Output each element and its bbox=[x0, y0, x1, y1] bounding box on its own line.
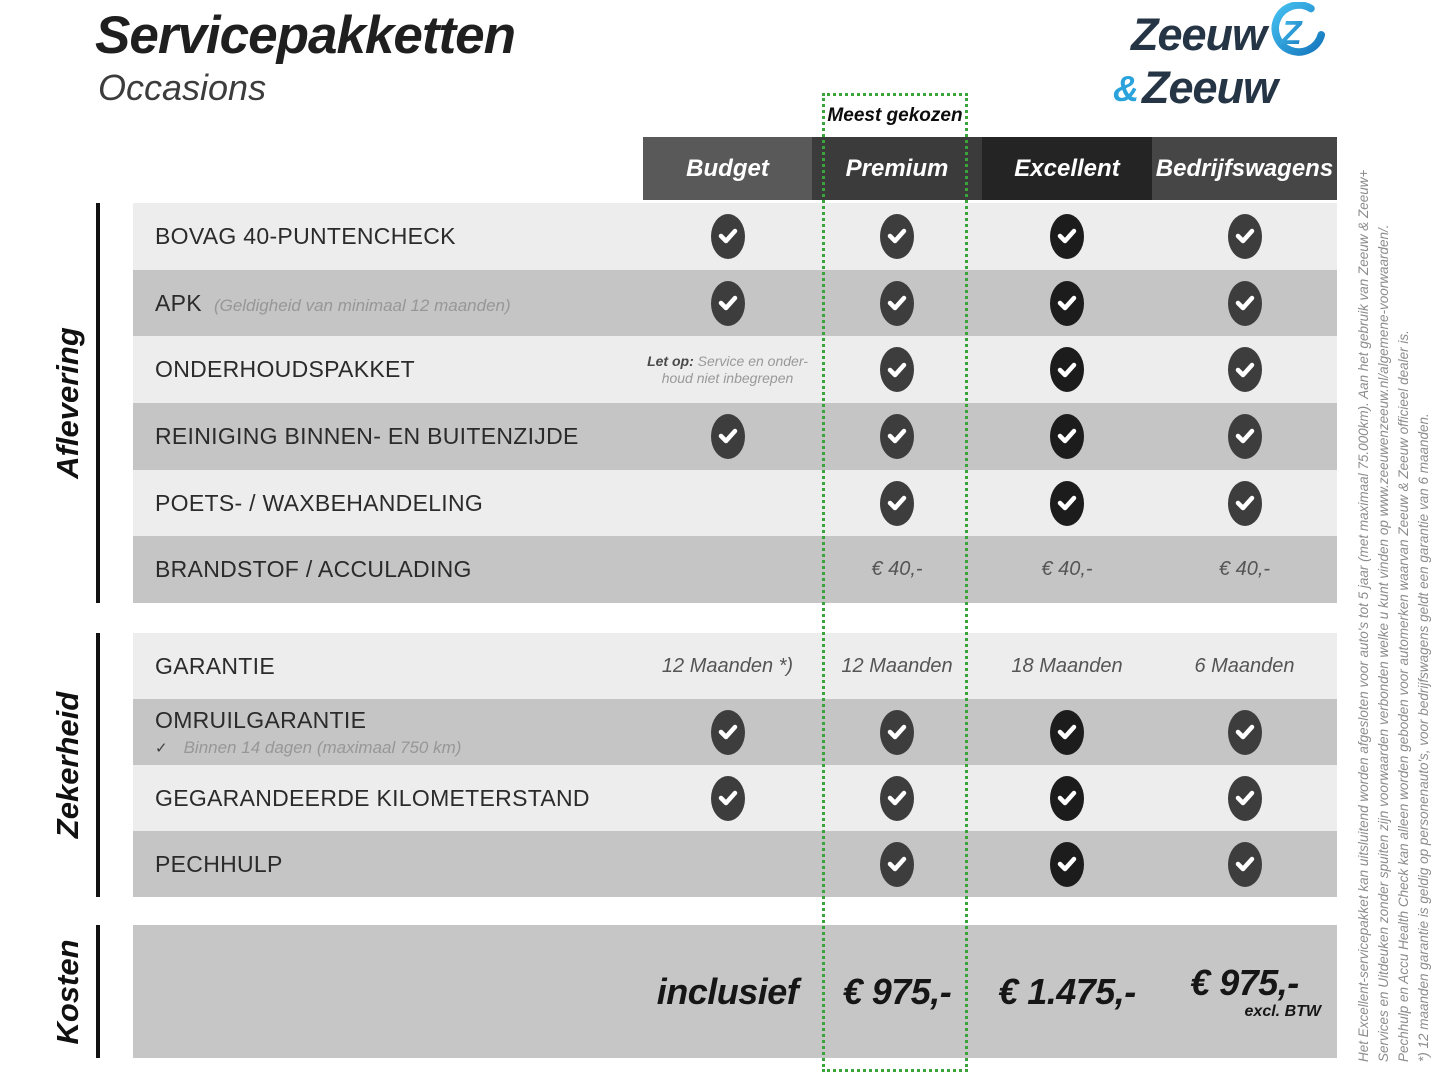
check-icon bbox=[1228, 214, 1262, 259]
table-row bbox=[133, 925, 1337, 1058]
row-label bbox=[133, 707, 643, 758]
value-cell bbox=[1152, 655, 1337, 678]
check-icon bbox=[1228, 710, 1262, 755]
included-cell bbox=[812, 281, 982, 326]
table-row bbox=[133, 270, 1337, 337]
check-icon bbox=[1228, 347, 1262, 392]
included-cell bbox=[1152, 842, 1337, 887]
price-text: € 975,- bbox=[1190, 962, 1299, 1003]
logo-line-1 bbox=[1113, 9, 1326, 67]
included-cell bbox=[1152, 214, 1337, 259]
package-column-headers bbox=[643, 137, 1337, 200]
section-divider-line bbox=[96, 925, 100, 1058]
brand-logo bbox=[1113, 9, 1326, 113]
title-block bbox=[95, 8, 515, 109]
row-label-text: POETS- / WAXBEHANDELING bbox=[155, 489, 484, 516]
row-label-text: BRANDSTOF / ACCULADING bbox=[155, 556, 472, 583]
price-cell bbox=[1152, 962, 1337, 1021]
included-cell bbox=[982, 710, 1152, 755]
check-icon bbox=[1050, 842, 1084, 887]
table-section-aflevering bbox=[133, 203, 1337, 603]
check-icon bbox=[711, 776, 745, 821]
row-label-text: ONDERHOUDSPAKKET bbox=[155, 356, 415, 383]
included-cell bbox=[982, 214, 1152, 259]
row-label bbox=[133, 490, 643, 517]
row-label-text: PECHHULP bbox=[155, 850, 283, 877]
included-cell bbox=[982, 481, 1152, 526]
row-label bbox=[133, 785, 643, 812]
check-icon bbox=[711, 414, 745, 459]
row-sub-line bbox=[155, 738, 643, 758]
row-label-text: GEGARANDEERDE KILOMETERSTAND bbox=[155, 784, 590, 811]
check-icon bbox=[1050, 710, 1084, 755]
row-label-text: APK bbox=[155, 289, 202, 316]
section-marker-zekerheid bbox=[0, 633, 133, 897]
value-cell bbox=[1152, 558, 1337, 581]
legal-note-line: *) 12 maanden garantie is geldig op personenauto's, voor bedrijfswagens geldt een garantie van 6 maanden. bbox=[1416, 413, 1431, 1062]
check-icon bbox=[711, 214, 745, 259]
check-icon bbox=[1228, 842, 1262, 887]
column-header-budget: Budget bbox=[643, 137, 812, 200]
value-text: € 40,- bbox=[1218, 558, 1271, 581]
check-icon bbox=[1228, 414, 1262, 459]
table-section-kosten bbox=[133, 925, 1337, 1058]
table-row bbox=[133, 831, 1337, 897]
row-label-text: OMRUILGARANTIE bbox=[155, 706, 367, 733]
logo-ampersand: & bbox=[1113, 68, 1139, 109]
value-cell bbox=[812, 558, 982, 581]
row-label-text: GARANTIE bbox=[155, 652, 275, 679]
value-cell bbox=[812, 655, 982, 678]
included-cell bbox=[1152, 481, 1337, 526]
most-chosen-label: Meest gekozen bbox=[827, 105, 963, 126]
note-text: Let op: Service en onder- houd niet inbegrepen bbox=[647, 352, 808, 386]
included-cell bbox=[982, 347, 1152, 392]
table-row bbox=[133, 536, 1337, 603]
row-label bbox=[133, 851, 643, 878]
included-cell bbox=[643, 710, 812, 755]
section-marker-aflevering bbox=[0, 203, 133, 603]
check-icon bbox=[1228, 481, 1262, 526]
section-divider-line bbox=[96, 633, 100, 897]
check-icon bbox=[880, 347, 914, 392]
check-icon bbox=[880, 776, 914, 821]
included-cell bbox=[1152, 281, 1337, 326]
check-icon bbox=[1228, 281, 1262, 326]
section-label: Kosten bbox=[50, 938, 85, 1045]
legal-side-note bbox=[1354, 137, 1438, 1062]
check-icon bbox=[880, 842, 914, 887]
included-cell bbox=[812, 414, 982, 459]
check-icon bbox=[880, 710, 914, 755]
logo-word-zeeuw-1: Zeeuw bbox=[1131, 9, 1267, 60]
row-label bbox=[133, 556, 643, 583]
included-cell bbox=[643, 281, 812, 326]
legal-note-line: Het Excellent-servicepakket kan uitsluitend worden afgesloten voor auto's tot 5 jaar (met maximaal 75.000km). Aan het gebruik van Zeeuw & Zeeuw+ bbox=[1356, 169, 1371, 1062]
included-cell bbox=[812, 842, 982, 887]
table-row bbox=[133, 203, 1337, 270]
value-text: € 40,- bbox=[1041, 558, 1093, 581]
included-cell bbox=[1152, 414, 1337, 459]
check-icon bbox=[1050, 776, 1084, 821]
section-label: Zekerheid bbox=[50, 691, 85, 839]
section-divider-line bbox=[96, 203, 100, 603]
included-cell bbox=[812, 710, 982, 755]
legal-note-line: Services en Uitdeuken zonder spuiten zijn voorwaarden verbonden welke u kunt vinden op www.zeeuwenzeeuw.nl/algemene-voorwaarden/. bbox=[1376, 224, 1391, 1062]
included-cell bbox=[643, 776, 812, 821]
value-text: 12 Maanden bbox=[841, 654, 953, 677]
small-check-icon: ✓ bbox=[155, 739, 168, 757]
price-text: € 1.475,- bbox=[998, 970, 1136, 1012]
price-cell bbox=[643, 971, 812, 1013]
table-row bbox=[133, 403, 1337, 470]
included-cell bbox=[1152, 776, 1337, 821]
included-cell bbox=[643, 414, 812, 459]
section-label: Aflevering bbox=[50, 327, 85, 479]
row-sub-text: Binnen 14 dagen (maximaal 750 km) bbox=[183, 737, 462, 757]
value-text: € 40,- bbox=[871, 558, 923, 581]
note-cell bbox=[643, 353, 812, 387]
row-label-text: REINIGING BINNEN- EN BUITENZIJDE bbox=[155, 422, 579, 449]
included-cell bbox=[812, 347, 982, 392]
svg-text:Z: Z bbox=[1281, 14, 1302, 53]
section-marker-kosten bbox=[0, 925, 133, 1058]
included-cell bbox=[982, 842, 1152, 887]
price-cell bbox=[982, 971, 1152, 1013]
check-icon bbox=[711, 281, 745, 326]
check-icon bbox=[880, 414, 914, 459]
check-icon bbox=[880, 481, 914, 526]
check-icon bbox=[1050, 414, 1084, 459]
included-cell bbox=[982, 281, 1152, 326]
page-title: Servicepakketten bbox=[95, 6, 516, 65]
check-icon bbox=[1050, 214, 1084, 259]
page-subtitle: Occasions bbox=[98, 66, 267, 108]
value-text: 6 Maanden bbox=[1194, 654, 1295, 677]
price-subtext: excl. BTW bbox=[1244, 1003, 1321, 1020]
value-text: 18 Maanden bbox=[1011, 654, 1123, 677]
value-cell bbox=[982, 558, 1152, 581]
column-header-bedrijfswagens: Bedrijfswagens bbox=[1152, 137, 1337, 200]
check-icon bbox=[1050, 347, 1084, 392]
row-label bbox=[133, 423, 643, 450]
row-label bbox=[133, 290, 643, 317]
table-row bbox=[133, 633, 1337, 699]
included-cell bbox=[643, 214, 812, 259]
column-header-premium: Premium bbox=[812, 137, 982, 200]
included-cell bbox=[812, 214, 982, 259]
price-text: inclusief bbox=[656, 970, 799, 1012]
included-cell bbox=[982, 776, 1152, 821]
check-icon bbox=[1050, 481, 1084, 526]
check-icon bbox=[1050, 281, 1084, 326]
check-icon bbox=[880, 281, 914, 326]
check-icon bbox=[711, 710, 745, 755]
price-text: € 975,- bbox=[842, 970, 952, 1012]
included-cell bbox=[982, 414, 1152, 459]
logo-line-2 bbox=[1113, 62, 1326, 113]
check-icon bbox=[1228, 776, 1262, 821]
legal-note-line: Pechhulp en Accu Health Check kan alleen worden geboden voor automerken waarvan Zeeuw & Zeeuw officieel dealer is. bbox=[1396, 330, 1411, 1062]
row-label bbox=[133, 356, 643, 383]
price-cell bbox=[812, 971, 982, 1013]
table-row bbox=[133, 765, 1337, 831]
included-cell bbox=[1152, 347, 1337, 392]
column-header-excellent: Excellent bbox=[982, 137, 1152, 200]
check-icon bbox=[880, 214, 914, 259]
included-cell bbox=[1152, 710, 1337, 755]
included-cell bbox=[812, 776, 982, 821]
table-row bbox=[133, 336, 1337, 403]
logo-word-zeeuw-2: Zeeuw bbox=[1142, 62, 1278, 113]
row-label bbox=[133, 223, 643, 250]
value-text: 12 Maanden *) bbox=[661, 654, 794, 677]
included-cell bbox=[812, 481, 982, 526]
row-label-text: BOVAG 40-PUNTENCHECK bbox=[155, 222, 456, 249]
row-label-subtext: (Geldigheid van minimaal 12 maanden) bbox=[213, 295, 511, 315]
table-section-zekerheid bbox=[133, 633, 1337, 897]
row-label bbox=[133, 653, 643, 680]
value-cell bbox=[643, 655, 812, 678]
value-cell bbox=[982, 655, 1152, 678]
table-row bbox=[133, 470, 1337, 537]
table-row bbox=[133, 699, 1337, 765]
logo-z-swoosh-icon bbox=[1266, 2, 1326, 67]
